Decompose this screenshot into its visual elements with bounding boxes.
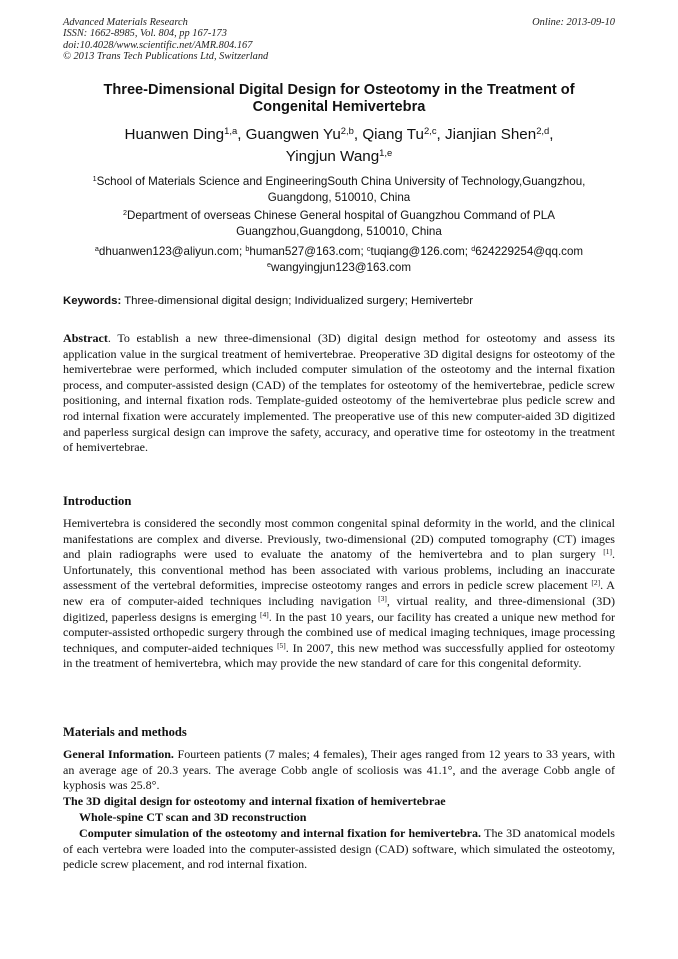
subsubsection-heading: Whole-spine CT scan and 3D reconstruction bbox=[79, 810, 307, 824]
affil-text: Department of overseas Chinese General hospital of Guangzhou Command of PLA bbox=[127, 209, 555, 222]
intro-text: . A new era of computer-aided techniques including navigation bbox=[63, 578, 616, 608]
author-name: Jianjian Shen bbox=[444, 126, 537, 143]
author-name: Guangwen Yu bbox=[245, 126, 341, 143]
affiliation-1 bbox=[63, 174, 615, 205]
introduction-paragraph bbox=[63, 516, 615, 672]
doi-line: doi:10.4028/www.scientific.net/AMR.804.167 bbox=[63, 39, 253, 51]
author-line-1: Huanwen Ding$^{1,a}$, Guangwen Yu$^{2,b}$, Qiang Tu$^{2,c}$, Jianjian Shen$^{2,d}$, bbox=[124, 124, 554, 143]
abstract-label: Abstract bbox=[63, 331, 108, 345]
author-name: Qiang Tu bbox=[362, 126, 424, 143]
keywords-label: Keywords: bbox=[63, 295, 122, 307]
methods-heading: Materials and methods bbox=[63, 725, 187, 739]
email-list bbox=[63, 244, 615, 275]
affil-text: School of Materials Science and EngineeringSouth China University of Technology,Guangzhou, bbox=[96, 175, 586, 188]
intro-text: . In 2007, this new method was successfully applied for osteotomy in the treatment of hemivertebra, which may provide the new standard of care for this congenital deformity. bbox=[63, 640, 616, 671]
intro-text: . Unfortunately, this conventional method has been associated with various problems, including an inaccurate assessment of the vertebral deformities, imprecise osteotomy ranges and errors in pedicle screw placement bbox=[63, 547, 615, 593]
journal-name: Advanced Materials Research bbox=[63, 17, 188, 28]
email-link[interactable]: 624229254@qq.com bbox=[475, 245, 584, 258]
author-affil-sup: 1,a bbox=[224, 124, 238, 136]
affil-text: Guangdong, 510010, China bbox=[267, 190, 411, 204]
subsection-heading: The 3D digital design for osteotomy and internal fixation of hemivertebrae bbox=[63, 794, 446, 808]
author-name: Huanwen Ding bbox=[124, 126, 225, 143]
computer-simulation-paragraph bbox=[63, 826, 615, 873]
introduction-heading: Introduction bbox=[63, 494, 132, 508]
computer-simulation-label: Computer simulation of the osteotomy and internal fixation for hemivertebra. bbox=[79, 826, 482, 840]
paper-title bbox=[63, 82, 615, 116]
citation-ref[interactable]: [2] bbox=[591, 578, 601, 588]
email-link[interactable]: dhuanwen123@aliyun.com; bbox=[98, 245, 243, 258]
author-list bbox=[63, 124, 615, 168]
affil-sup: 2 bbox=[123, 208, 128, 218]
author-affil-sup: 1,e bbox=[379, 146, 393, 158]
email-sup: b bbox=[245, 244, 250, 254]
author-affil-sup: 2,b bbox=[340, 124, 354, 136]
keywords-line bbox=[63, 294, 615, 309]
author-affil-sup: 2,c bbox=[423, 124, 437, 136]
keywords-text: Three-dimensional digital design; Individualized surgery; Hemivertebr bbox=[124, 295, 474, 307]
journal-header bbox=[63, 17, 268, 62]
affil-text: Guangzhou,Guangdong, 510010, China bbox=[236, 224, 442, 238]
title-line-1: Three-Dimensional Digital Design for Osteotomy in the Treatment of bbox=[103, 82, 575, 98]
citation-ref[interactable]: [4] bbox=[260, 609, 269, 619]
author-name: Yingjun Wang bbox=[285, 148, 380, 165]
citation-ref[interactable]: [1] bbox=[603, 547, 612, 557]
affil-sup: 1 bbox=[92, 174, 97, 184]
affiliation-2 bbox=[63, 208, 615, 239]
citation-ref[interactable]: [3] bbox=[378, 593, 387, 603]
computer-simulation-text: The 3D anatomical models of each vertebra were loaded into the computer-assisted design (CAD) software, which simulated the osteotomy, pedicle screw placement, and rod internal fixation. bbox=[63, 826, 615, 872]
email-sup: d bbox=[471, 244, 476, 254]
citation-ref[interactable]: [5] bbox=[277, 640, 286, 650]
copyright-line: © 2013 Trans Tech Publications Ltd, Switzerland bbox=[63, 50, 269, 62]
intro-text: , virtual reality, and three-dimensional (3D) digitized, paperless designs is emerging bbox=[63, 593, 615, 624]
email-link[interactable]: human527@163.com; bbox=[249, 245, 364, 258]
issn-line: ISSN: 1662-8985, Vol. 804, pp 167-173 bbox=[63, 28, 227, 40]
abstract-text: . To establish a new three-dimensional (3D) digital design method for osteotomy and assess its application value in the surgical treatment of hemivertebrae. Preoperative 3D digital designs for osteotomy of the hemivertebrae were performed, which included computer simulation of the osteotomy and the internal fixation process, and computer-assisted design (CAD) of the templates for osteotomy of the hemivertebrae, pedicle screw positioning, and internal fixation rods. Template-guided osteotomy of the hemivertebrae plus pedicle screw and rod internal fixation were accurately implemented. The preoperative use of this new computer-aided 3D digitized and paperless surgical design can improve the safety, accuracy, and operative time for osteotomy in the treatment of hemivertebrae. bbox=[63, 331, 615, 455]
author-line-2 bbox=[63, 146, 615, 168]
email-link[interactable]: wangyingjun123@163.com bbox=[270, 260, 412, 274]
general-information-label: General Information. bbox=[63, 747, 174, 761]
intro-text: Hemivertebra is considered the secondly most common congenital spinal deformity in the world, and the clinical manifestations are complex and diverse. Previously, two-dimensional (2D) computed tomography (CT) images and plain radiographs were used to evaluate the anatomy of the hemivertebra and to plan surgery bbox=[63, 516, 615, 562]
email-sup: c bbox=[366, 244, 371, 254]
author-affil-sup: 2,d bbox=[536, 124, 550, 136]
title-line-2: Congenital Hemivertebra bbox=[252, 99, 426, 115]
intro-text: . In the past 10 years, our facility has created a unique new method for computer-assisted orthopedic surgery through the combined use of medical imaging techniques, image processing techniques, and computer-aided techniques bbox=[63, 609, 616, 655]
online-date: Online: 2013-09-10 bbox=[532, 17, 615, 28]
email-link[interactable]: tuqiang@126.com; bbox=[370, 245, 469, 258]
general-information-paragraph bbox=[63, 747, 615, 794]
email-sup: e bbox=[266, 259, 271, 269]
abstract-paragraph bbox=[63, 331, 615, 456]
general-information-text: Fourteen patients (7 males; 4 females), Their ages ranged from 12 years to 33 years, with an average age of 20.3 years. The average Cobb angle of scoliosis was 41.1°, and the average Cobb angle of kyphosis was 25.8°. bbox=[63, 747, 615, 793]
email-sup: a bbox=[94, 244, 99, 254]
